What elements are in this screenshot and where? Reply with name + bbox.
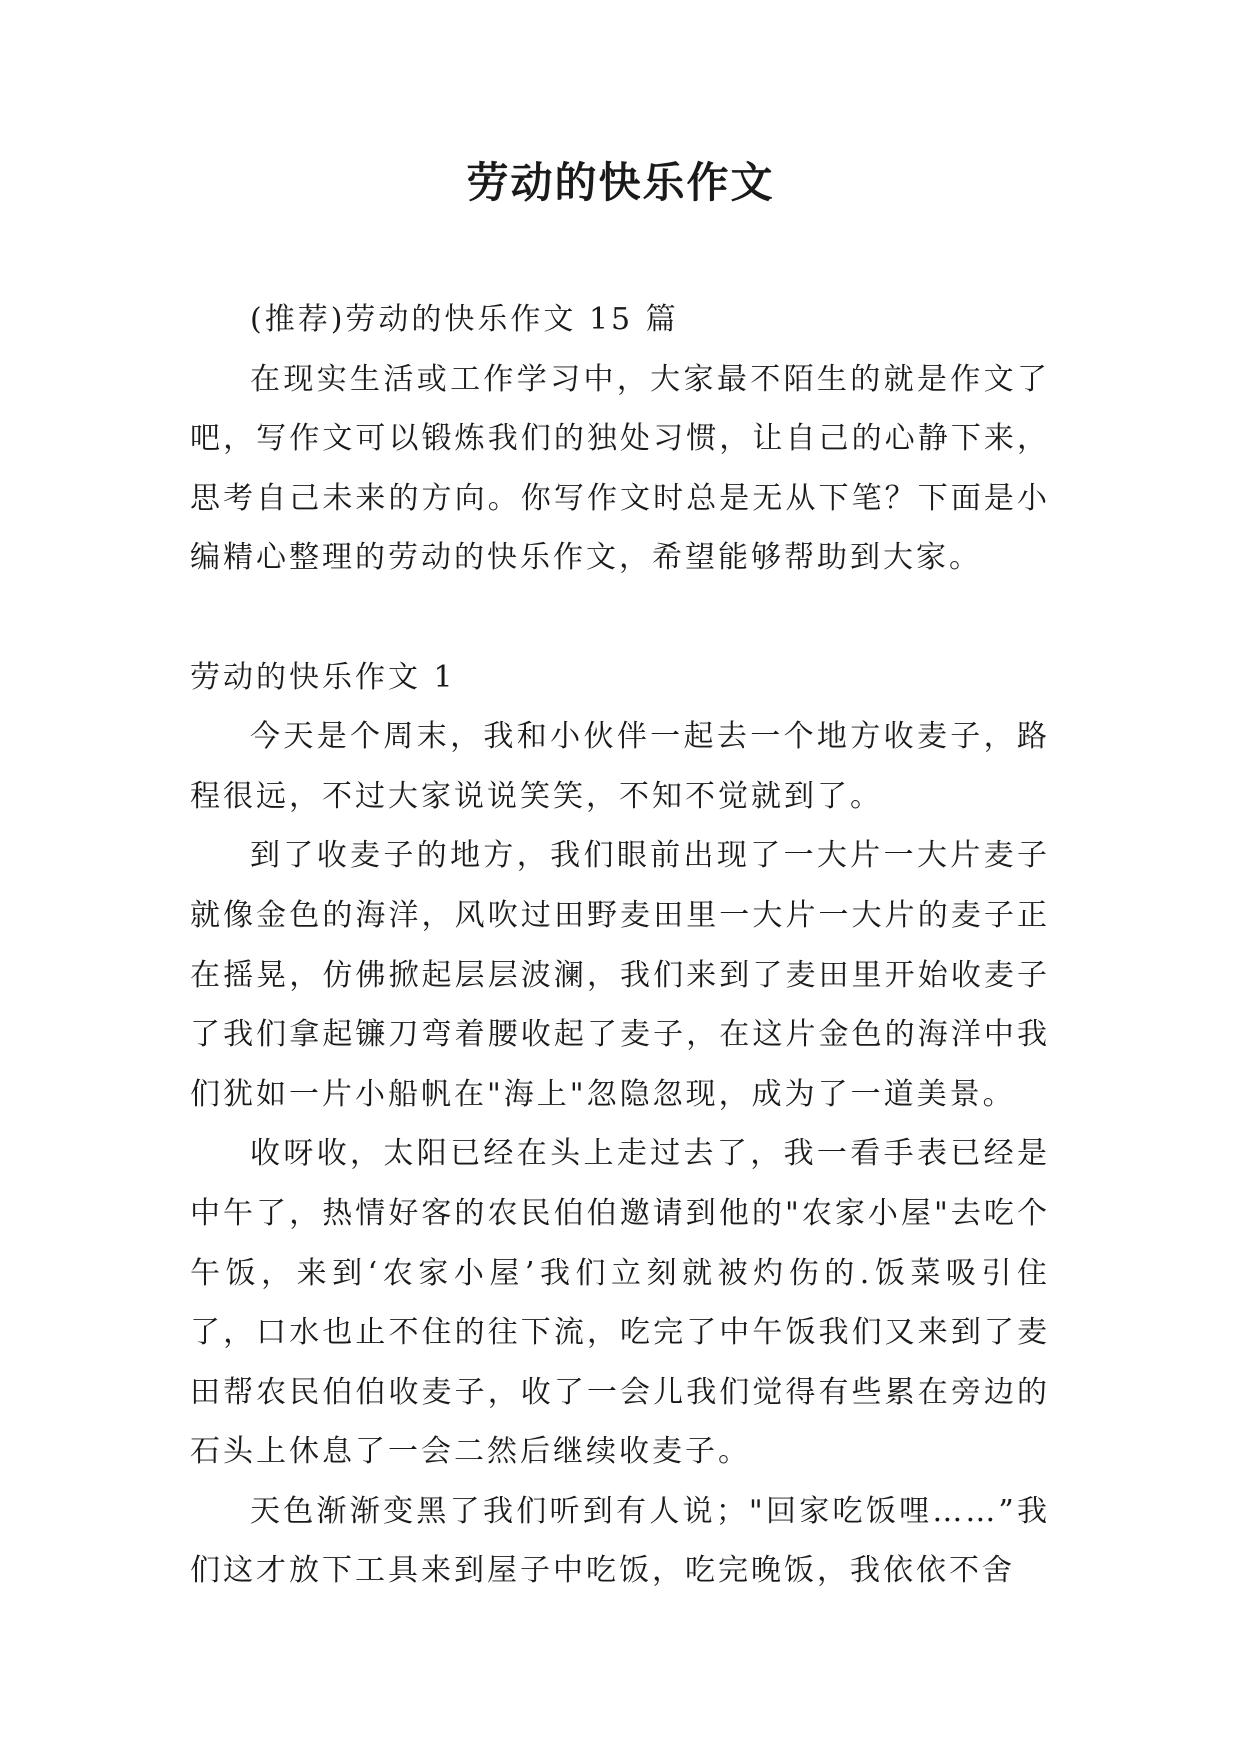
body-paragraph: 收呀收，太阳已经在头上走过去了，我一看手表已经是中午了，热情好客的农民伯伯邀请到他的"农家小屋"去吃个午饭，来到‘农家小屋’我们立刻就被灼伤的.饭菜吸引住了，口水也止不住的往下流，吃完了中午饭我们又来到了麦田帮农民伯伯收麦子，收了一会儿我们觉得有些累在旁边的石头上休息了一会二然后继续收麦子。 — [190, 1136, 1050, 1470]
section-heading: 劳动的快乐作文 1 — [190, 659, 456, 695]
document-subtitle: (推荐)劳动的快乐作文 15 篇 — [250, 302, 679, 337]
section-spacer — [190, 588, 1050, 648]
document-title: 劳动的快乐作文 — [466, 158, 775, 207]
intro-paragraph: 在现实生活或工作学习中，大家最不陌生的就是作文了吧，写作文可以锻炼我们的独处习惯，让自己的心静下来，思考自己未来的方向。你写作文时总是无从下笔？下面是小编精心整理的劳动的快乐作文，希望能够帮助到大家。 — [190, 361, 1050, 576]
document-body — [190, 290, 1050, 1601]
body-paragraph: 到了收麦子的地方，我们眼前出现了一大片一大片麦子就像金色的海洋，风吹过田野麦田里一大片一大片的麦子正在摇晃，仿佛掀起层层波澜，我们来到了麦田里开始收麦子了我们拿起镰刀弯着腰收起了麦子，在这片金色的海洋中我们犹如一片小船帆在"海上"忽隐忽现，成为了一道美景。 — [190, 838, 1050, 1112]
body-paragraph: 今天是个周末，我和小伙伴一起去一个地方收麦子，路程很远，不过大家说说笑笑，不知不觉就到了。 — [190, 719, 1050, 814]
body-paragraph: 天色渐渐变黑了我们听到有人说；"回家吃饭哩……”我们这才放下工具来到屋子中吃饭，吃完晚饭，我依依不舍 — [190, 1493, 1050, 1589]
